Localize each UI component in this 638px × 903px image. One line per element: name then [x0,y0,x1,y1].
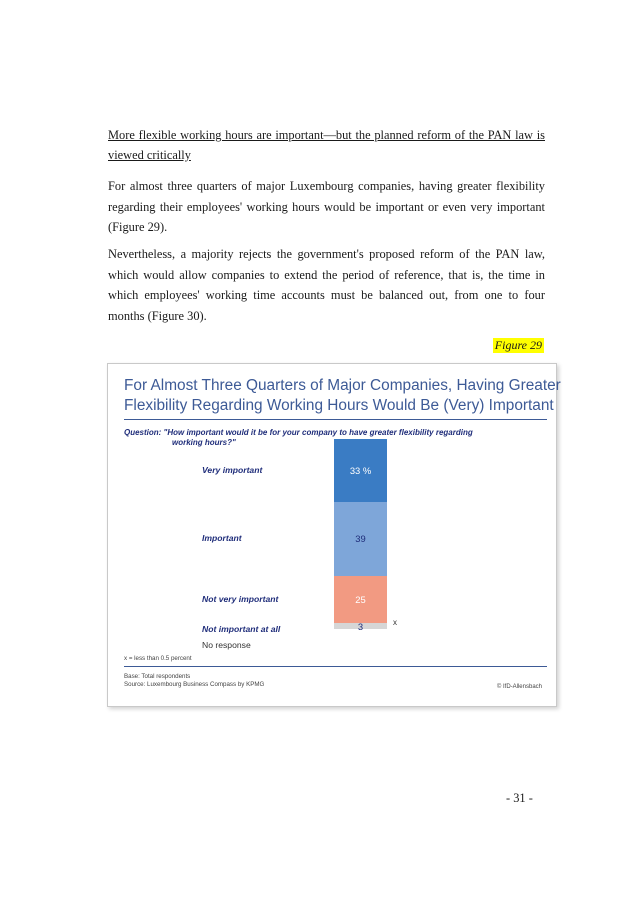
stacked-bar [334,439,387,632]
section-heading: More flexible working hours are important—but the planned reform of the PAN law is viewed critically [108,128,545,162]
category-label-no-response: No response [202,640,251,650]
source-line: Source: Luxembourg Business Compass by KPMG [124,681,265,688]
bar-value-important: 39 [355,533,366,545]
bar-value-not-important-at-all: 3 [357,620,364,632]
figure-label: Figure 29 [494,338,542,352]
chart-title [124,376,561,416]
no-response-marker: x [393,618,397,627]
category-label-not-very-important: Not very important [202,594,279,605]
category-label-not-important-at-all: Not important at all [202,624,281,635]
bar-value-not-very-important: 25 [355,594,366,606]
chart-footnote: x = less than 0.5 percent [124,655,192,662]
figure-29-frame [107,363,561,707]
category-label-important: Important [202,533,242,544]
base-line: Base: Total respondents [124,673,191,680]
category-label-very-important: Very important [202,464,263,475]
footer-divider [124,666,547,667]
chart-source [124,673,264,689]
paragraph-1: For almost three quarters of major Luxembourg companies, having greater flexibility regarding their employees' working hours would be important or even very important (Figure 29). [108,179,545,234]
question-line-1: Question: "How important would it be for your company to have greater flexibility regarding [124,428,473,437]
chart-title-line-2: Flexibility Regarding Working Hours Would Be (Very) Important [124,397,554,414]
title-divider [124,419,547,420]
paragraph-2: Nevertheless, a majority rejects the government's proposed reform of the PAN law, which would allow companies to extend the period of reference, that is, the time in which employees' working time accounts must be balanced out, from one to four months (Figure 30). [108,247,545,323]
copyright-notice: © IfD-Allensbach [496,684,542,690]
page-number: - 31 - [506,791,533,805]
question-line-2: working hours?" [172,438,236,447]
bar-value-very-important: 33 % [349,464,372,476]
chart-title-line-1: For Almost Three Quarters of Major Companies, Having Greater [124,377,561,394]
